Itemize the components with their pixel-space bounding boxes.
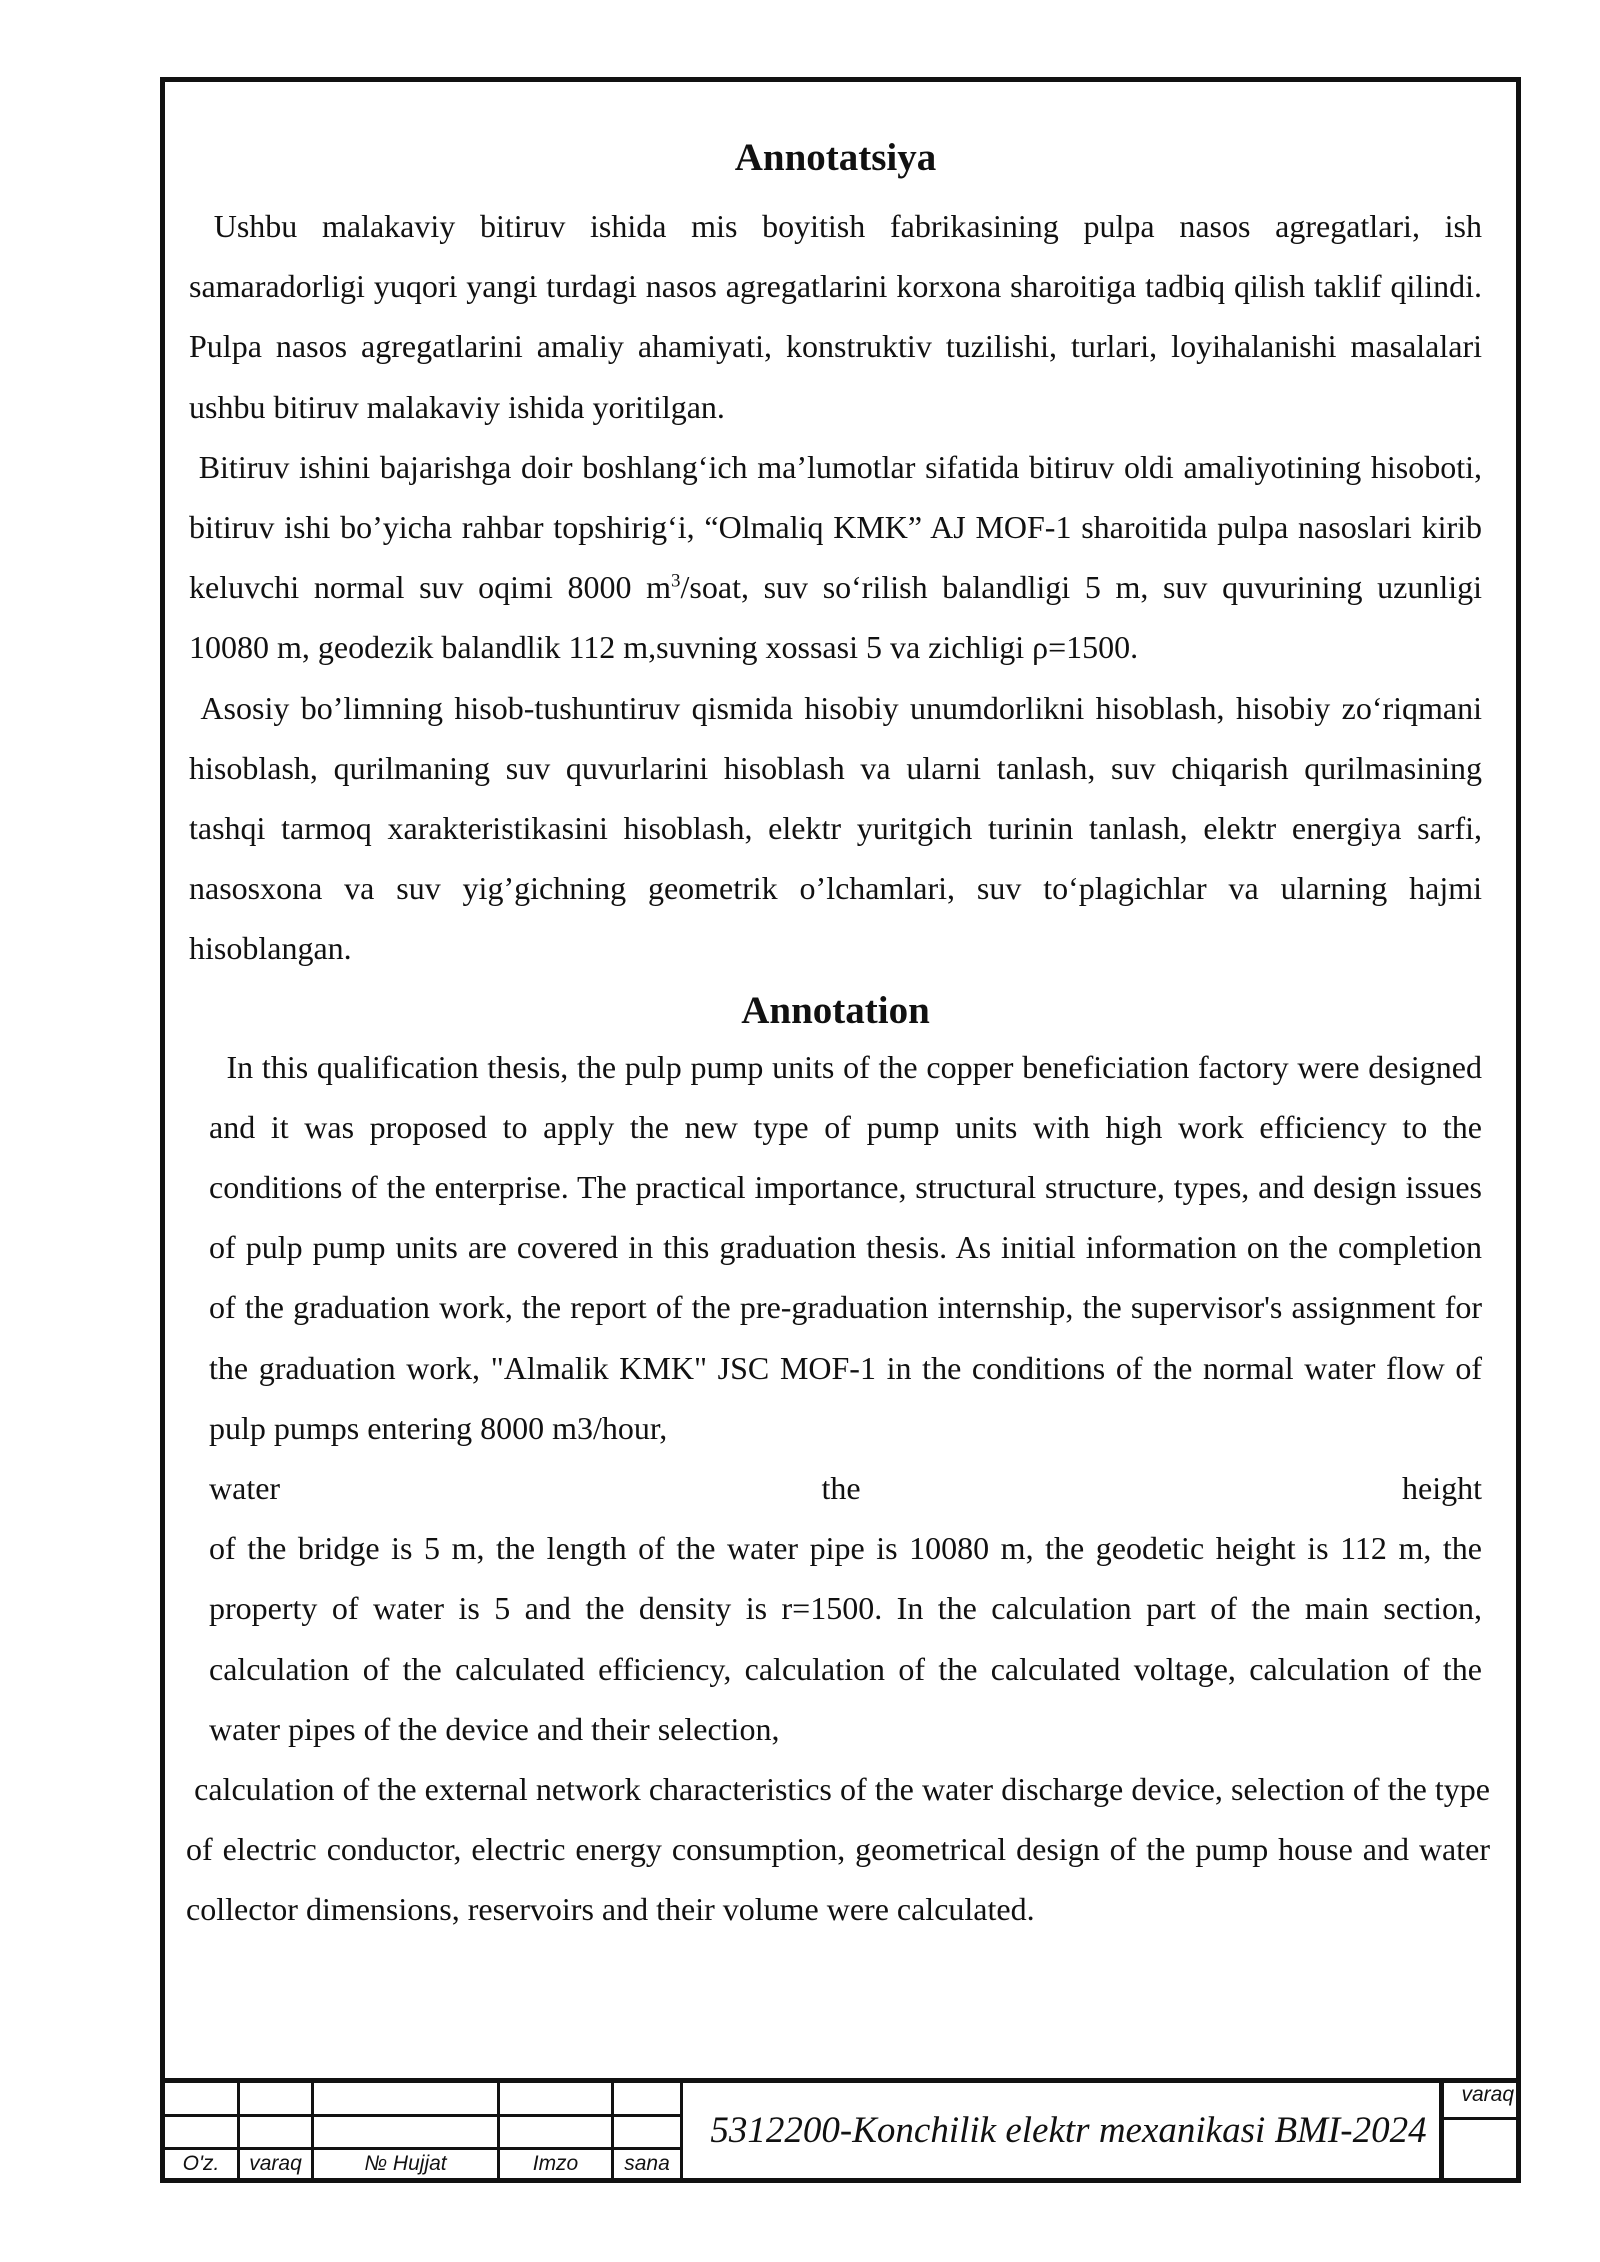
paragraph-en-split-line: water the height	[209, 1470, 1482, 1507]
column-hujjat-label: № Hujjat	[364, 2152, 447, 2175]
paragraph-en-3-text: calculation of the external network characteristics of the water discharge device, selection of the type of electric conductor, electric energy consumption, geometrical design of the pump house and water collector dimensions, reservoirs and their volume were calculated.	[186, 1771, 1491, 1928]
english-block	[189, 1037, 1482, 1759]
paragraph-uz-2	[189, 437, 1482, 678]
paragraph-en-2: of the bridge is 5 m, the length of the water pipe is 10080 m, the geodetic height is 112 m, the property of water is 5 and the density is r=1500. In the calculation part of the main section, calculation of the calculated efficiency, calculation of the calculated voltage, calculation of the water pipes of the device and their selection,	[209, 1530, 1482, 1747]
column-imzo-label: Imzo	[532, 2152, 579, 2175]
section-title-en: Annotation	[741, 988, 930, 1032]
sheet-number-box	[1439, 2083, 1516, 2178]
column-varaq-label: varaq	[249, 2152, 302, 2175]
paragraph-uz-1	[189, 196, 1482, 437]
paragraph-en-3	[186, 1759, 1490, 1940]
grid-row-line	[165, 2114, 683, 2117]
grid-row-line	[165, 2147, 683, 2150]
column-oz-label: O'z.	[182, 2152, 220, 2175]
title-block-grid	[165, 2083, 683, 2178]
page-frame	[160, 77, 1521, 2183]
paragraph-uz-3-text: Asosiy bo’limning hisob-tushuntiruv qismida hisobiy unumdorlikni hisoblash, hisobiy zo‘riqmani hisoblash, qurilmaning suv quvurlarini hisoblash va ularni tanlash, suv chiqarish qurilmasining tashqi tarmoq xarakteristikasini hisoblash, elektr yuritgich turinin tanlash, elektr energiya sarfi, nasosxona va suv yig’gichning geometrik o’lchamlari, suv to‘plagichlar va ularning hajmi hisoblangan.	[189, 689, 1482, 967]
superscript-3: 3	[671, 570, 681, 592]
title-block	[165, 2078, 1516, 2178]
paragraph-en-1	[209, 1037, 1482, 1458]
paragraph-uz-2-text-a: Bitiruv ishini bajarishga doir boshlang‘ich ma’lumotlar sifatida bitiruv oldi amaliyotining hisoboti, bitiruv ishi bo’yicha rahbar topshirig‘i, “Olmaliq KMK” AJ MOF-1 sharoitida pulpa nasoslari kirib keluvchi normal suv oqimi 8000 m	[189, 448, 1483, 606]
section-title-uz: Annotatsiya	[734, 136, 937, 179]
paragraph-en-1-text: In this qualification thesis, the pulp pump units of the copper beneficiation factory were designed and it was proposed to apply the new type of pump units with high work efficiency to the conditions of the enterprise. The practical importance, structural structure, types, and design issues of pulp pump units are covered in this graduation thesis. As initial information on the completion of the graduation work, the report of the pre-graduation internship, the supervisor's assignment for the graduation work, "Almalik KMK" JSC MOF-1 in the conditions of the normal water flow of pulp pumps entering 8000 m3/hour,	[209, 1048, 1483, 1446]
paragraph-uz-1-text: Ushbu malakaviy bitiruv ishida mis boyitish fabrikasining pulpa nasos agregatlari, ish samaradorligi yuqori yangi turdagi nasos agregatlarini korxona sharoitiga tadbiq qilish taklif qilindi. Pulpa nasos agregatlarini amaliy ahamiyati, konstruktiv tuzilishi, turlari, loyihalanishi masalalari ushbu bitiruv malakaviy ishida yoritilgan.	[189, 208, 1483, 425]
paragraph-uz-2-text-b: /soat, suv so‘rilish balandligi 5 m, suv quvurining uzunligi 10080 m, geodezik balandlik 112 m,suvning xossasi 5 va zichligi ρ=1500.	[189, 569, 1483, 666]
sheet-label: varaq	[1461, 2083, 1514, 2106]
column-sana-label: sana	[624, 2152, 670, 2175]
document-body	[186, 132, 1491, 1940]
document-title: 5312200-Konchilik elektr mexanikasi BMI-2024	[710, 2110, 1427, 2151]
paragraph-uz-3	[189, 678, 1482, 979]
sheet-divider	[1444, 2117, 1516, 2120]
grid-col-line	[680, 2083, 683, 2178]
